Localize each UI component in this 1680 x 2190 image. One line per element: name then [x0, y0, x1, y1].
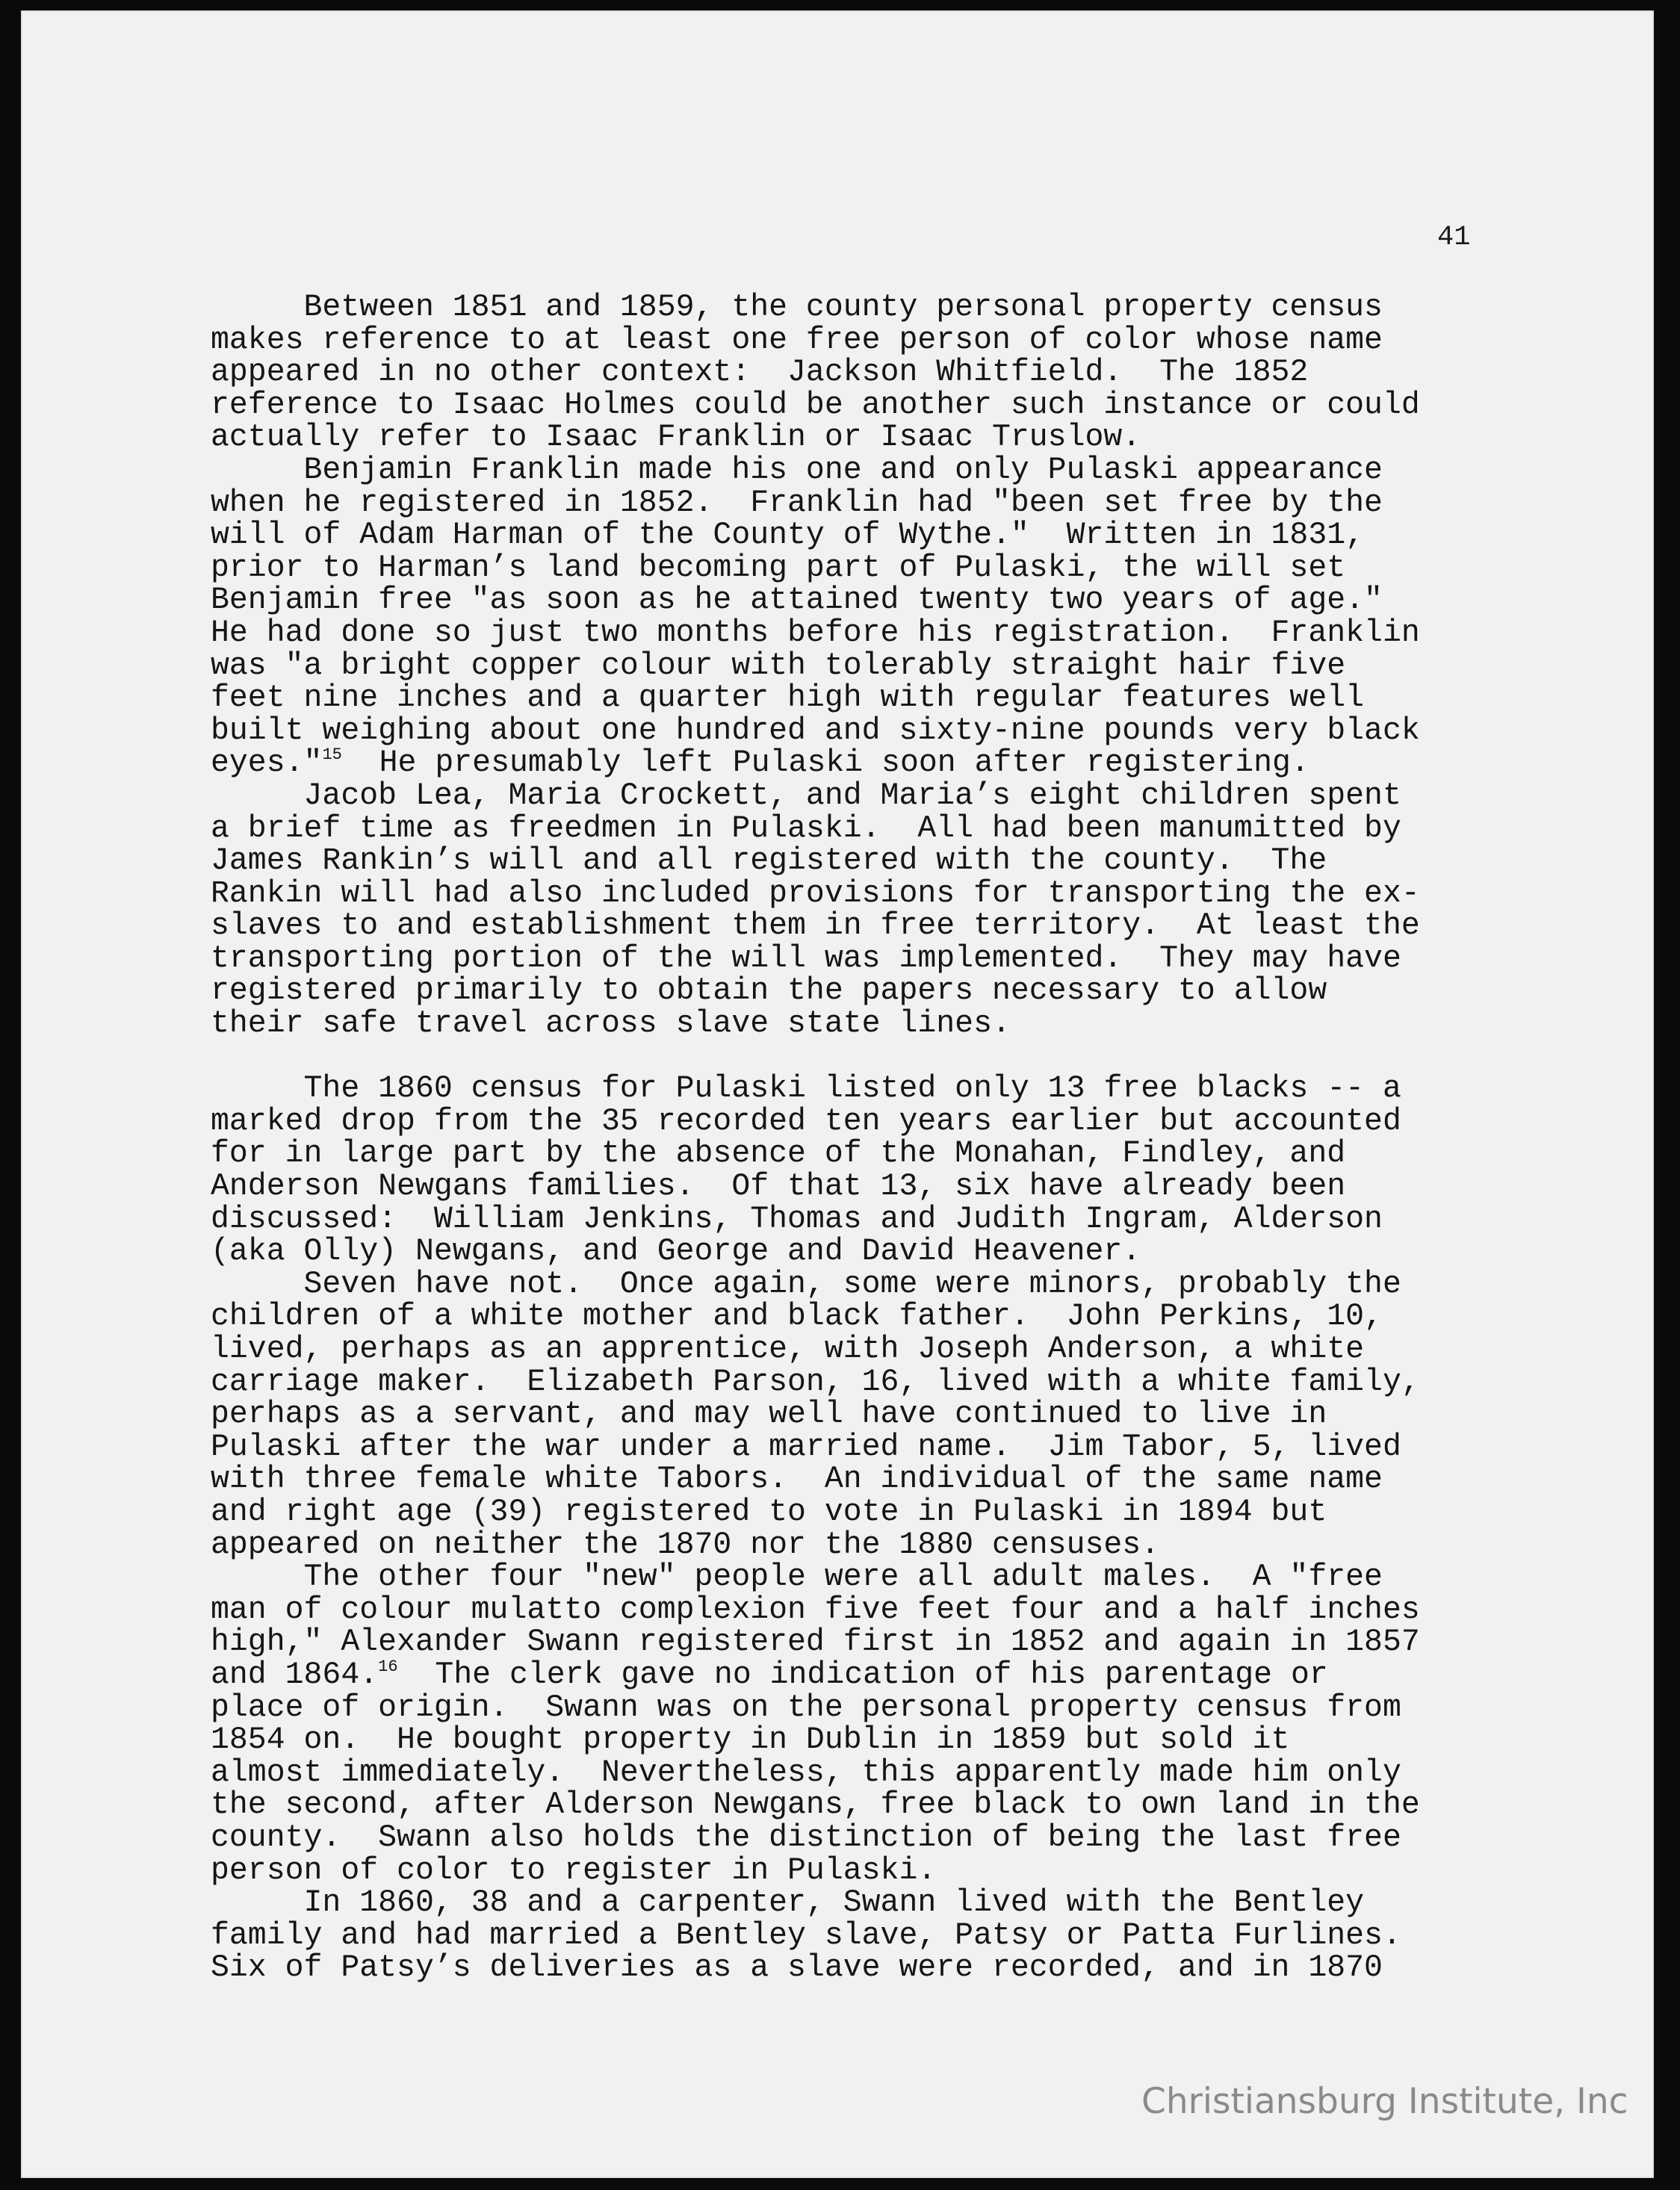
line-text: Benjamin free "as soon as he attained twenty two years of age."	[211, 583, 1383, 618]
line-text: with three female white Tabors. An individual of the same name	[211, 1462, 1383, 1498]
text-line	[211, 682, 1555, 715]
text-line	[211, 845, 1555, 878]
text-line	[211, 1529, 1555, 1562]
line-text: was "a bright copper colour with tolerably straight hair five	[211, 648, 1346, 683]
footnote-marker: 15	[322, 745, 342, 765]
text-line	[211, 715, 1555, 748]
text-line	[211, 1300, 1555, 1333]
line-text: high," Alexander Swann registered first in 1852 and again in 1857	[211, 1625, 1420, 1660]
blank-line	[211, 1040, 1555, 1073]
line-text: built weighing about one hundred and sixty-nine pounds very black	[211, 713, 1420, 748]
text-line	[211, 1822, 1555, 1855]
line-text: their safe travel across slave state lines.	[211, 1006, 1011, 1042]
text-line	[211, 1398, 1555, 1431]
line-text: when he registered in 1852. Franklin had "been set free by the	[211, 485, 1383, 521]
text-line	[211, 519, 1555, 552]
line-text: Benjamin Franklin made his one and only Pulaski appearance	[211, 452, 1383, 488]
line-text: James Rankin’s will and all registered with the county. The	[211, 843, 1327, 879]
line-text: In 1860, 38 and a carpenter, Swann lived with the Bentley	[211, 1885, 1365, 1921]
line-text: feet nine inches and a quarter high with regular features well	[211, 680, 1365, 716]
text-line	[211, 324, 1555, 357]
line-text: appeared on neither the 1870 nor the 1880 censuses.	[211, 1527, 1160, 1563]
text-line	[211, 356, 1555, 389]
text-line	[211, 1561, 1555, 1594]
text-line	[211, 1170, 1555, 1203]
line-text: a brief time as freedmen in Pulaski. All had been manumitted by	[211, 810, 1401, 846]
text-line	[211, 650, 1555, 683]
line-text: family and had married a Bentley slave, Patsy or Patta Furlines.	[211, 1917, 1401, 1953]
text-line	[211, 389, 1555, 422]
text-line	[211, 421, 1555, 454]
line-text: children of a white mother and black father. John Perkins, 10,	[211, 1299, 1383, 1335]
text-line	[211, 1008, 1555, 1040]
text-line	[211, 1659, 1555, 1692]
line-text: Rankin will had also included provisions for transporting the ex-	[211, 875, 1420, 911]
line-text: almost immediately. Nevertheless, this apparently made him only	[211, 1755, 1401, 1790]
text-line	[211, 1431, 1555, 1464]
footnote-marker: 16	[378, 1657, 398, 1676]
line-text: man of colour mulatto complexion five feet four and a half inches	[211, 1592, 1420, 1628]
line-text: the second, after Alderson Newgans, free black to own land in the	[211, 1787, 1420, 1823]
text-line	[211, 1594, 1555, 1627]
line-text: (aka Olly) Newgans, and George and David Heavener.	[211, 1234, 1141, 1270]
line-text: person of color to register in Pulaski.	[211, 1852, 937, 1888]
line-text: Anderson Newgans families. Of that 13, six have already been	[211, 1169, 1346, 1205]
text-line	[211, 487, 1555, 520]
text-line	[211, 875, 1555, 911]
text-line	[211, 1887, 1555, 1920]
text-line	[211, 1138, 1555, 1170]
text-line	[211, 1105, 1555, 1138]
line-text: slaves to and establishment them in free territory. At least the	[211, 908, 1420, 944]
line-text: and 1864.	[211, 1657, 379, 1693]
text-line	[211, 940, 1555, 976]
line-text: Between 1851 and 1859, the county personal property census	[211, 290, 1383, 325]
text-line	[211, 1268, 1555, 1301]
text-line	[211, 780, 1555, 813]
line-text: appeared in no other context: Jackson Whitfield. The 1852	[211, 355, 1309, 391]
text-line	[211, 910, 1555, 943]
text-line	[211, 1235, 1555, 1268]
text-line	[211, 454, 1555, 487]
text-line	[211, 1952, 1555, 1985]
line-text: reference to Isaac Holmes could be another such instance or could	[211, 387, 1420, 423]
line-text-continued: The clerk gave no indication of his parentage or	[397, 1657, 1328, 1693]
line-text: The other four "new" people were all adult males. A "free	[211, 1560, 1383, 1595]
text-line	[211, 1626, 1555, 1659]
line-text: for in large part by the absence of the Monahan, Findley, and	[211, 1136, 1346, 1172]
line-text: will of Adam Harman of the County of Wythe." Written in 1831,	[211, 518, 1365, 553]
line-text: 1854 on. He bought property in Dublin in 1859 but sold it	[211, 1722, 1290, 1758]
line-text: Six of Patsy’s deliveries as a slave were recorded, and in 1870	[211, 1950, 1383, 1986]
line-text: eyes."	[211, 745, 323, 781]
line-text: place of origin. Swann was on the personal property census from	[211, 1690, 1401, 1725]
text-line	[211, 1852, 1555, 1888]
line-text: Jacob Lea, Maria Crockett, and Maria’s eight children spent	[211, 778, 1401, 813]
text-line	[211, 975, 1555, 1008]
text-line	[211, 810, 1555, 846]
line-text: transporting portion of the will was implemented. They may have	[211, 940, 1401, 976]
text-line	[211, 1692, 1555, 1725]
watermark: Christiansburg Institute, Inc	[1141, 2081, 1628, 2122]
line-text: marked drop from the 35 recorded ten years earlier but accounted	[211, 1103, 1401, 1139]
line-text: lived, perhaps as an apprentice, with Joseph Anderson, a white	[211, 1332, 1365, 1367]
line-text: and right age (39) registered to vote in Pulaski in 1894 but	[211, 1494, 1327, 1530]
text-line	[211, 1463, 1555, 1496]
line-text: registered primarily to obtain the papers necessary to allow	[211, 973, 1327, 1009]
line-text: prior to Harman’s land becoming part of Pulaski, the will set	[211, 550, 1346, 586]
text-line	[211, 1724, 1555, 1757]
line-text: perhaps as a servant, and may well have continued to live in	[211, 1397, 1327, 1433]
text-line	[211, 1333, 1555, 1366]
text-line	[211, 1789, 1555, 1822]
line-text: discussed: William Jenkins, Thomas and Judith Ingram, Alderson	[211, 1201, 1383, 1237]
line-text-continued: He presumably left Pulaski soon after registering.	[341, 745, 1309, 781]
body-text	[211, 291, 1555, 1985]
line-text: Seven have not. Once again, some were minors, probably the	[211, 1266, 1401, 1302]
page-number: 41	[1437, 222, 1471, 253]
text-line	[211, 1366, 1555, 1399]
text-line	[211, 291, 1555, 324]
line-text: county. Swann also holds the distinction of being the last free	[211, 1820, 1401, 1855]
text-line	[211, 1073, 1555, 1105]
line-text: actually refer to Isaac Franklin or Isaac Truslow.	[211, 420, 1141, 456]
line-text: Pulaski after the war under a married name. Jim Tabor, 5, lived	[211, 1429, 1401, 1465]
text-line	[211, 1203, 1555, 1236]
text-line	[211, 552, 1555, 585]
text-line	[211, 584, 1555, 617]
text-line	[211, 1757, 1555, 1790]
line-text: The 1860 census for Pulaski listed only 13 free blacks -- a	[211, 1071, 1401, 1107]
line-text: makes reference to at least one free person of color whose name	[211, 322, 1383, 358]
text-line	[211, 1496, 1555, 1529]
text-line	[211, 617, 1555, 650]
line-text: carriage maker. Elizabeth Parson, 16, lived with a white family,	[211, 1364, 1420, 1400]
document-page	[21, 10, 1654, 2178]
line-text: He had done so just two months before his registration. Franklin	[211, 615, 1420, 651]
text-line	[211, 747, 1555, 780]
text-line	[211, 1917, 1555, 1953]
